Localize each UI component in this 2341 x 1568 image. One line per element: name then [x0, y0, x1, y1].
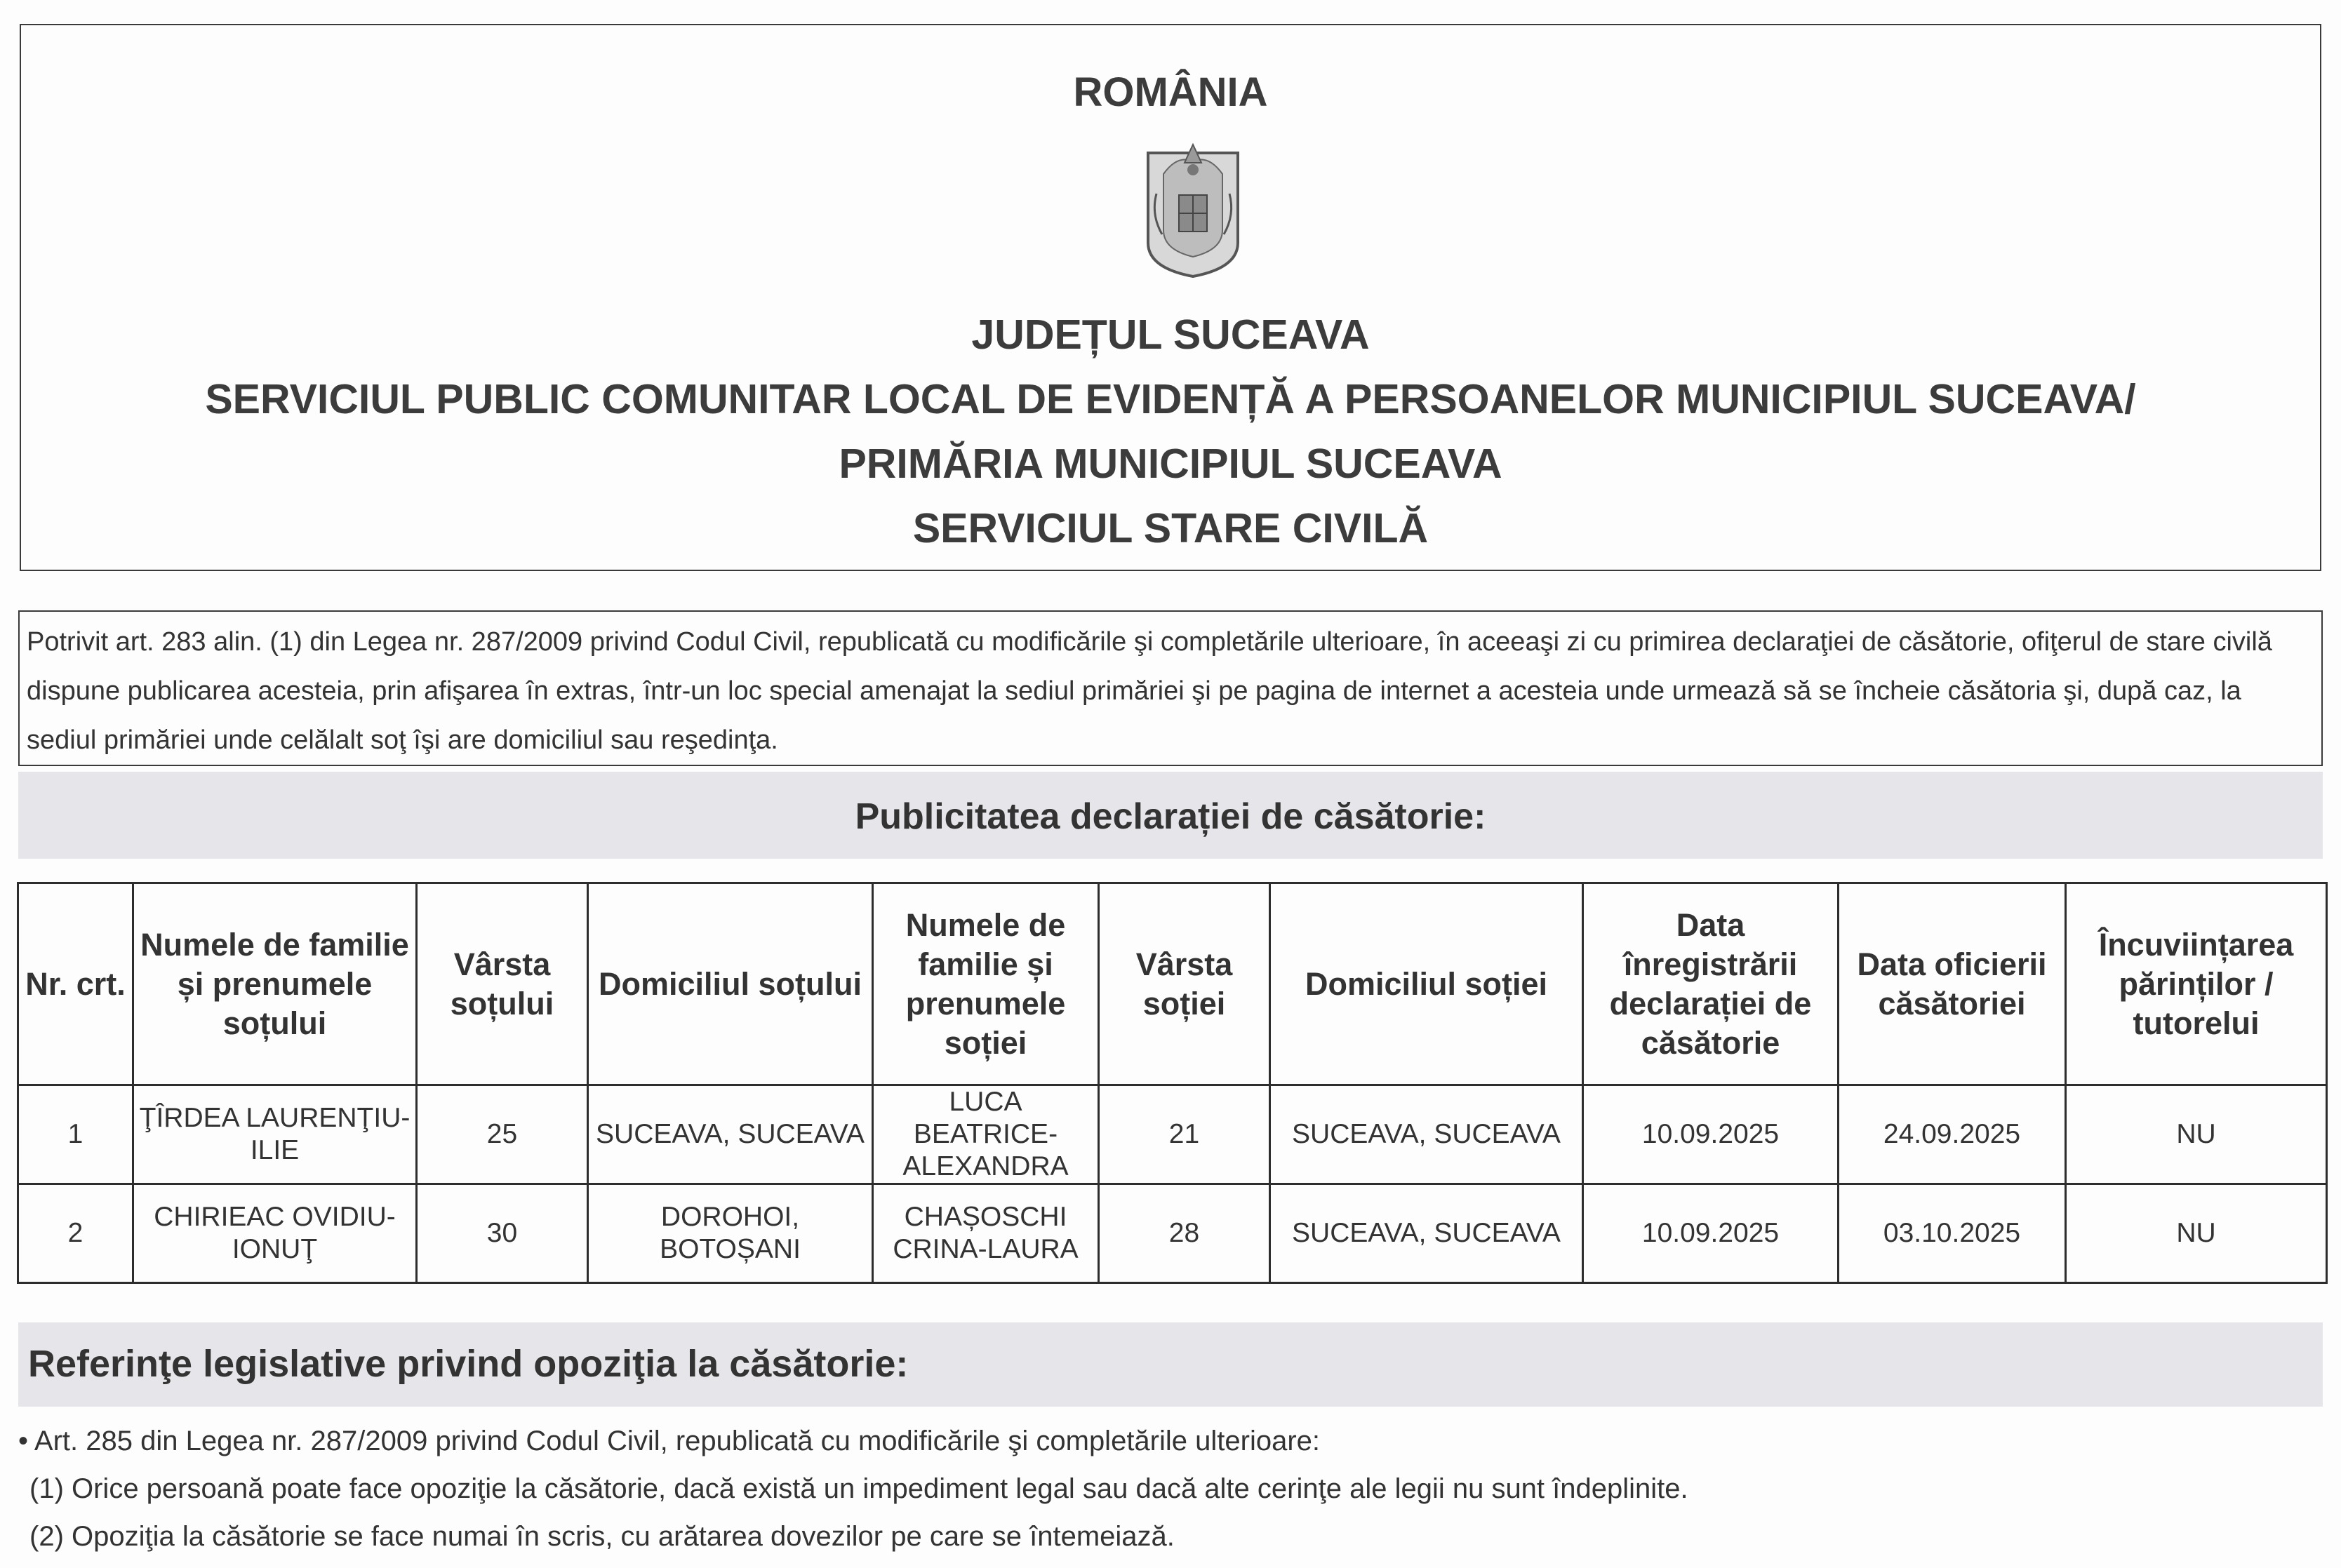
column-header: Domiciliul soțului	[588, 883, 873, 1085]
table-cell: 30	[417, 1184, 588, 1283]
table-cell: NU	[2066, 1085, 2327, 1184]
table-cell: NU	[2066, 1184, 2327, 1283]
column-header: Încuviințarea părinților / tutorelui	[2066, 883, 2327, 1085]
legal-section-band	[18, 1322, 2323, 1407]
column-header: Data înregistrării declarației de căsătorie	[1583, 883, 1839, 1085]
marriage-declarations-table	[17, 882, 2328, 1284]
column-header: Nr. crt.	[18, 883, 133, 1085]
column-header: Vârsta soției	[1099, 883, 1270, 1085]
table-cell: SUCEAVA, SUCEAVA	[1270, 1085, 1583, 1184]
table-cell: 2	[18, 1184, 133, 1283]
table-cell: LUCA BEATRICE-ALEXANDRA	[873, 1085, 1099, 1184]
table-cell: DOROHOI, BOTOȘANI	[588, 1184, 873, 1283]
column-header: Data oficierii căsătoriei	[1839, 883, 2066, 1085]
table-cell: SUCEAVA, SUCEAVA	[588, 1085, 873, 1184]
table-cell: 24.09.2025	[1839, 1085, 2066, 1184]
legal-paragraph: (1) Orice persoană poate face opoziţie la căsătorie, dacă există un impediment legal sau dacă alte cerinţe ale legii nu sunt îndeplinite.	[29, 1473, 1688, 1504]
header-lines	[21, 302, 2320, 561]
legal-title: Referinţe legislative privind opoziţia la căsătorie:	[28, 1343, 909, 1385]
table-cell: 1	[18, 1085, 133, 1184]
table-cell: CHAȘOSCHI CRINA-LAURA	[873, 1184, 1099, 1283]
legal-article: • Art. 285 din Legea nr. 287/2009 privind Codul Civil, republicată cu modificările şi completările ulterioare:	[18, 1426, 1320, 1456]
table-cell: 10.09.2025	[1583, 1085, 1839, 1184]
table-header-row	[18, 883, 2327, 1085]
table-cell: 10.09.2025	[1583, 1184, 1839, 1283]
header-box	[20, 24, 2321, 571]
county-name: JUDEȚUL SUCEAVA	[971, 311, 1370, 358]
publicity-section-band	[18, 772, 2323, 859]
intro-paragraph: Potrivit art. 283 alin. (1) din Legea nr. 287/2009 privind Codul Civil, republicată cu modificările şi completările ulterioare, în aceeaşi zi cu primirea declaraţiei de căsătorie, ofiţerul de stare civilă dispune publicarea acesteia, prin afişarea în extras, într-un loc special amenajat la sediul primăriei şi pe pagina de internet a acesteia unde urmează să se încheie căsătoria şi, după caz, la sediul primăriei unde celălalt soţ îşi are domiciliul sau reşedinţa.	[18, 610, 2323, 766]
column-header: Numele de familie și prenumele soției	[873, 883, 1099, 1085]
column-header: Vârsta soțului	[417, 883, 588, 1085]
table-row	[18, 1085, 2327, 1184]
table-cell: SUCEAVA, SUCEAVA	[1270, 1184, 1583, 1283]
table-cell: 28	[1099, 1184, 1270, 1283]
table-cell: 25	[417, 1085, 588, 1184]
country-title: ROMÂNIA	[1073, 69, 1268, 115]
publicity-title: Publicitatea declarației de căsătorie:	[855, 796, 1486, 837]
civil-status-service: SERVICIUL STARE CIVILĂ	[912, 505, 1429, 551]
legal-references	[18, 1417, 1688, 1560]
table-cell: 21	[1099, 1085, 1270, 1184]
table-row	[18, 1184, 2327, 1283]
legal-paragraph: (2) Opoziţia la căsătorie se face numai în scris, cu arătarea dovezilor pe care se întemeiază.	[29, 1521, 1175, 1552]
city-hall-name: PRIMĂRIA MUNICIPIUL SUCEAVA	[839, 441, 1502, 487]
table-cell: CHIRIEAC OVIDIU-IONUŢ	[133, 1184, 417, 1283]
column-header: Numele de familie și prenumele soțului	[133, 883, 417, 1085]
service-name: SERVICIUL PUBLIC COMUNITAR LOCAL DE EVIDENȚĂ A PERSOANELOR MUNICIPIUL SUCEAVA/	[205, 376, 2136, 422]
coat-of-arms-icon	[1144, 138, 1242, 278]
column-header: Domiciliul soției	[1270, 883, 1583, 1085]
table-cell: ŢÎRDEA LAURENŢIU-ILIE	[133, 1085, 417, 1184]
table-cell: 03.10.2025	[1839, 1184, 2066, 1283]
